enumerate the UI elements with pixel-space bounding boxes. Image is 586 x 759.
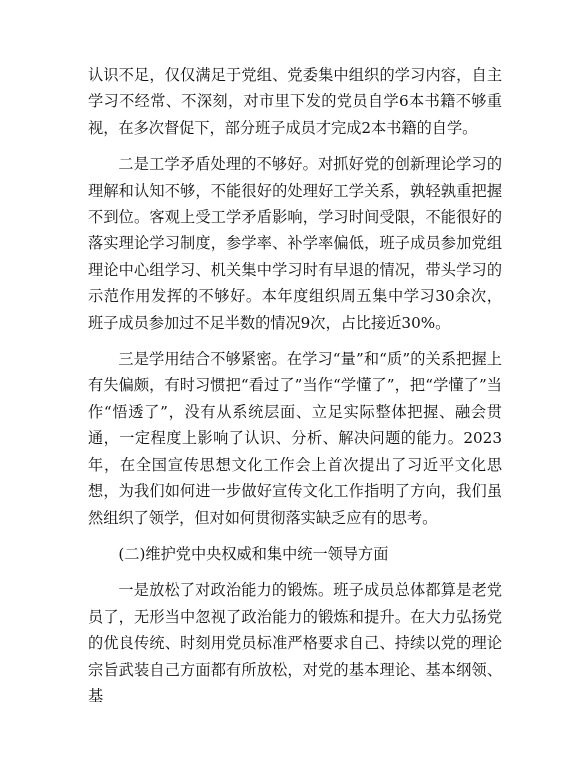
- paragraph-work-study-conflict: 二是工学矛盾处理的不够好。对抓好党的创新理论学习的理解和认知不够，不能很好的处理好工学关系，孰轻孰重把握不到位。客观上受工学矛盾影响，学习时间受限，不能很好的落实理论学习制度，参学率、补学率偏低，班子成员参加党组理论中心组学习、机关集中学习时有早退的情况，带头学习的示范作用发挥的不够好。本年度组织周五集中学习30余次，班子成员参加过不足半数的情况9次，占比接近30%。: [88, 155, 502, 332]
- section-heading: (二)维护党中央权威和集中统一领导方面: [118, 544, 389, 563]
- paragraph-political-ability: 一是放松了对政治能力的锻炼。班子成员总体都算是老党员了，无形当中忽视了政治能力的锻炼和提升。在大力弘扬党的优良传统、时刻用党员标准严格要求自己、持续以党的理论宗旨武装自己方面都有所放松，对党的基本理论、基本纲领、基: [88, 581, 502, 705]
- document-body: [88, 62, 502, 719]
- paragraph-study-application: 三是学用结合不够紧密。在学习“量”和“质”的关系把握上有失偏颇，有时习惯把“看过了”当作“学懂了”，把“学懂了”当作“悟透了”，没有从系统层面、立足实际整体把握、融会贯通，一定程度上影响了认识、分析、解决问题的能力。2023年，在全国宣传思想文化工作会上首次提出了习近平文化思想，为我们如何进一步做好宣传文化工作指明了方向，我们虽然组织了领学，但对如何贯彻落实缺乏应有的思考。: [88, 350, 502, 527]
- paragraph-continuation: 认识不足，仅仅满足于党组、党委集中组织的学习内容，自主学习不经常、不深刻，对市里下发的党员自学6本书籍不够重视，在多次督促下，部分班子成员才完成2本书籍的自学。: [88, 66, 502, 137]
